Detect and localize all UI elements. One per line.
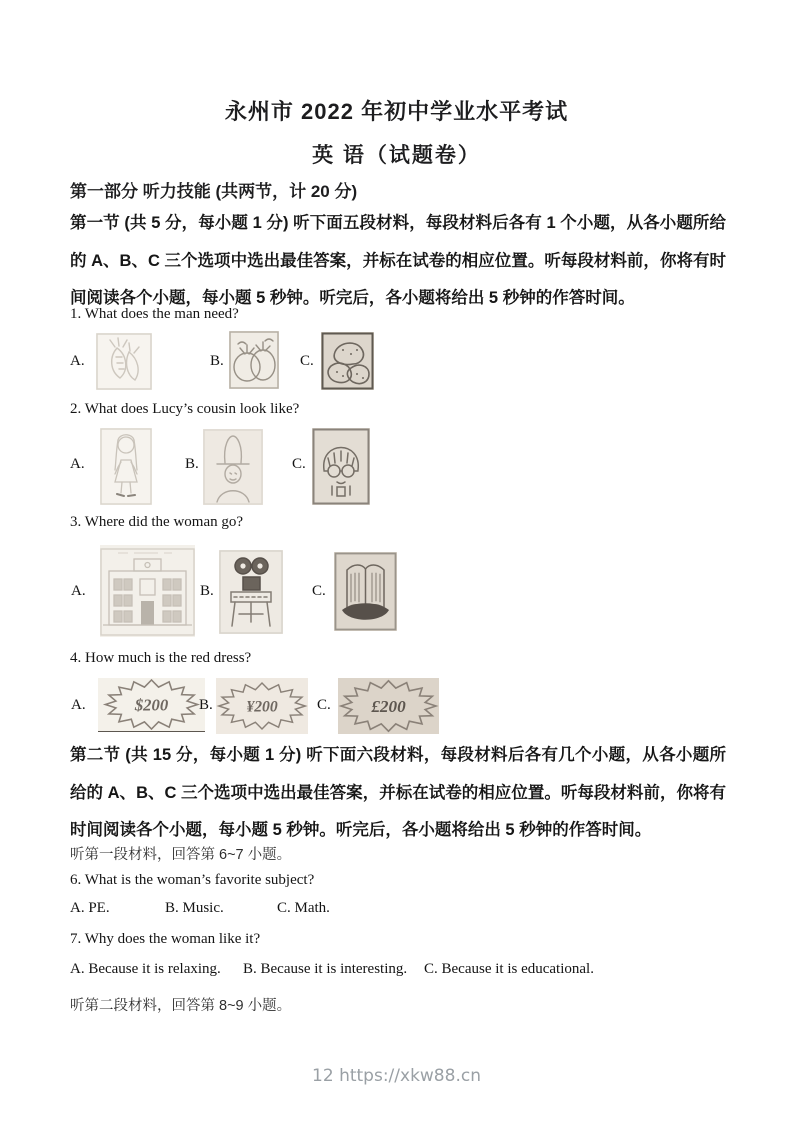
q4-option-a-label: A.	[71, 697, 86, 713]
q2-option-c-label: C.	[292, 456, 306, 472]
q7-option-a: A. Because it is relaxing.	[70, 961, 221, 977]
price-tag-pound-icon	[338, 678, 439, 734]
q1-option-a-label: A.	[70, 353, 85, 369]
q3-option-b-label: B.	[200, 583, 214, 599]
page-footer: 12 https://xkw88.cn	[312, 1066, 481, 1086]
question-1-text: 1. What does the man need?	[70, 306, 239, 322]
price-tag-yuan-icon	[216, 678, 308, 734]
open-book-sketch-icon	[334, 552, 397, 631]
price-tag-dollar-icon	[98, 678, 205, 732]
school-building-sketch-icon	[100, 545, 195, 637]
part1-heading: 第一部分 听力技能 (共两节，计 20 分)	[70, 182, 358, 201]
q4-option-c-label: C.	[317, 697, 331, 713]
section1-intro: 第一节 (共 5 分，每小题 1 分) 听下面五段材料，每段材料后各有 1 个小题，从各小题所给的 A、B、C 三个选项中选出最佳答案，并标在试卷的相应位置。听每段材料前，你将有时间阅读各个小题，每小题 5 秒钟。听完后，各小题将给出 5 秒钟的作答时间。	[70, 214, 726, 307]
question-6-text: 6. What is the woman’s favorite subject?	[70, 872, 315, 888]
q1-option-b-label: B.	[210, 353, 224, 369]
q1-option-c-label: C.	[300, 353, 314, 369]
q3-option-c-label: C.	[312, 583, 326, 599]
question-3-text: 3. Where did the woman go?	[70, 514, 244, 530]
boy-glasses-sketch-icon	[312, 428, 370, 505]
q2-option-a-label: A.	[70, 456, 85, 472]
q6-option-b: B. Music.	[165, 900, 224, 916]
q6-option-a: A. PE.	[70, 900, 110, 916]
page-subtitle: 英 语（试题卷）	[312, 144, 481, 167]
q7-option-b: B. Because it is interesting.	[243, 961, 408, 977]
q2-option-b-label: B.	[185, 456, 199, 472]
q7-option-c: C. Because it is educational.	[424, 961, 594, 977]
question-2-text: 2. What does Lucy’s cousin look like?	[70, 401, 300, 417]
question-4-text: 4. How much is the red dress?	[70, 650, 252, 666]
film-projector-sketch-icon	[219, 550, 283, 634]
q4-option-b-label: B.	[199, 697, 213, 713]
page-title: 永州市 2022 年初中学业水平考试	[224, 99, 569, 124]
q4-price-a: $200	[134, 695, 169, 715]
girl-long-hair-sketch-icon	[100, 428, 152, 505]
section2-intro: 第二节 (共 15 分，每小题 1 分) 听下面六段材料，每段材料后各有几个小题，从各小题所给的 A、B、C 三个选项中选出最佳答案，并标在试卷的相应位置。听每段材料前，你将有时间阅读各个小题，每小题 5 秒钟。听完后，各小题将给出 5 秒钟的作答时间。	[70, 746, 726, 839]
q4-price-c: £200	[371, 697, 406, 717]
question-7-text: 7. Why does the woman like it?	[70, 931, 261, 947]
carrots-sketch-icon	[96, 333, 152, 390]
girl-tall-hat-sketch-icon	[203, 429, 263, 505]
listen-passage1-note: 听第一段材料，回答第 6~7 小题。	[70, 847, 292, 863]
q3-option-a-label: A.	[71, 583, 86, 599]
listen-passage2-note: 听第二段材料，回答第 8~9 小题。	[70, 998, 292, 1014]
q4-price-b: ¥200	[246, 698, 278, 716]
tomatoes-sketch-icon	[229, 331, 279, 389]
q6-option-c: C. Math.	[277, 900, 330, 916]
potatoes-sketch-icon	[321, 332, 374, 390]
